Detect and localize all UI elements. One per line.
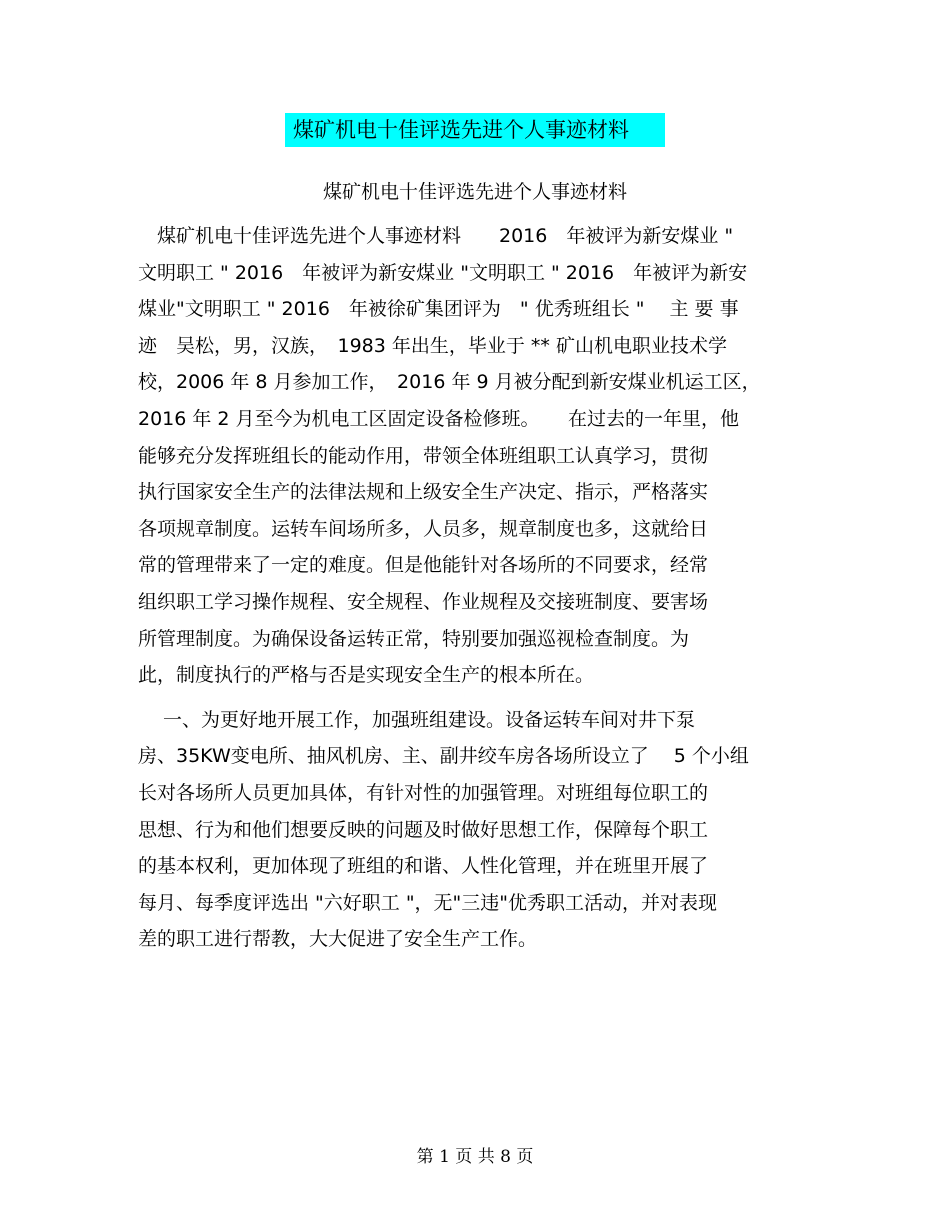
body-line: 常的管理带来了一定的难度。但是他能针对各场所的不同要求，经常 <box>138 554 709 576</box>
body-line: 的基本权利，更加体现了班组的和谐、人性化管理，并在班里开展了 <box>138 855 709 877</box>
body-line: 执行国家安全生产的法律法规和上级安全生产决定、指示，严格落实 <box>138 481 709 503</box>
body-line: 煤矿机电十佳评选先进个人事迹材料 2016 年被评为新安煤业 " <box>138 225 734 247</box>
body-line: 此，制度执行的严格与否是实现安全生产的根本所在。 <box>138 664 595 686</box>
body-line: 能够充分发挥班组长的能动作用，带领全体班组职工认真学习，贯彻 <box>138 445 709 467</box>
body-line: 煤业"文明职工 " 2016 年被徐矿集团评为 " 优秀班组长 " 主 要 事 <box>138 298 739 320</box>
document-subtitle: 煤矿机电十佳评选先进个人事迹材料 <box>322 181 627 203</box>
body-line: 组织职工学习操作规程、安全规程、作业规程及交接班制度、要害场 <box>138 591 709 613</box>
body-line: 长对各场所人员更加具体，有针对性的加强管理。对班组每位职工的 <box>138 782 709 804</box>
body-line: 思想、行为和他们想要反映的问题及时做好思想工作，保障每个职工 <box>138 819 709 841</box>
body-line: 差的职工进行帮教，大大促进了安全生产工作。 <box>138 928 538 950</box>
body-line: 校，2006 年 8 月参加工作， 2016 年 9 月被分配到新安煤业机运工区， <box>138 371 761 393</box>
body-line: 各项规章制度。运转车间场所多，人员多，规章制度也多，这就给日 <box>138 518 709 540</box>
body-line: 迹 吴松，男，汉族， 1983 年出生，毕业于 ** 矿山机电职业技术学 <box>138 335 727 357</box>
body-line: 每月、每季度评选出 "六好职工 "，无"三违"优秀职工活动，并对表现 <box>138 892 718 914</box>
title-wrap <box>0 113 950 147</box>
document-title: 煤矿机电十佳评选先进个人事迹材料 <box>285 113 665 147</box>
body-line: 文明职工 " 2016 年被评为新安煤业 "文明职工 " 2016 年被评为新安 <box>138 262 748 284</box>
body-line: 2016 年 2 月至今为机电工区固定设备检修班。 在过去的一年里，他 <box>138 408 740 430</box>
body-line: 所管理制度。为确保设备运转正常，特别要加强巡视检查制度。为 <box>138 628 690 650</box>
body-line: 房、35KW变电所、抽风机房、主、副井绞车房各场所设立了 5 个小组 <box>138 745 749 767</box>
page-footer: 第 1 页 共 8 页 <box>416 1147 534 1167</box>
body-line: 一、为更好地开展工作，加强班组建设。设备运转车间对井下泵 <box>138 709 696 731</box>
